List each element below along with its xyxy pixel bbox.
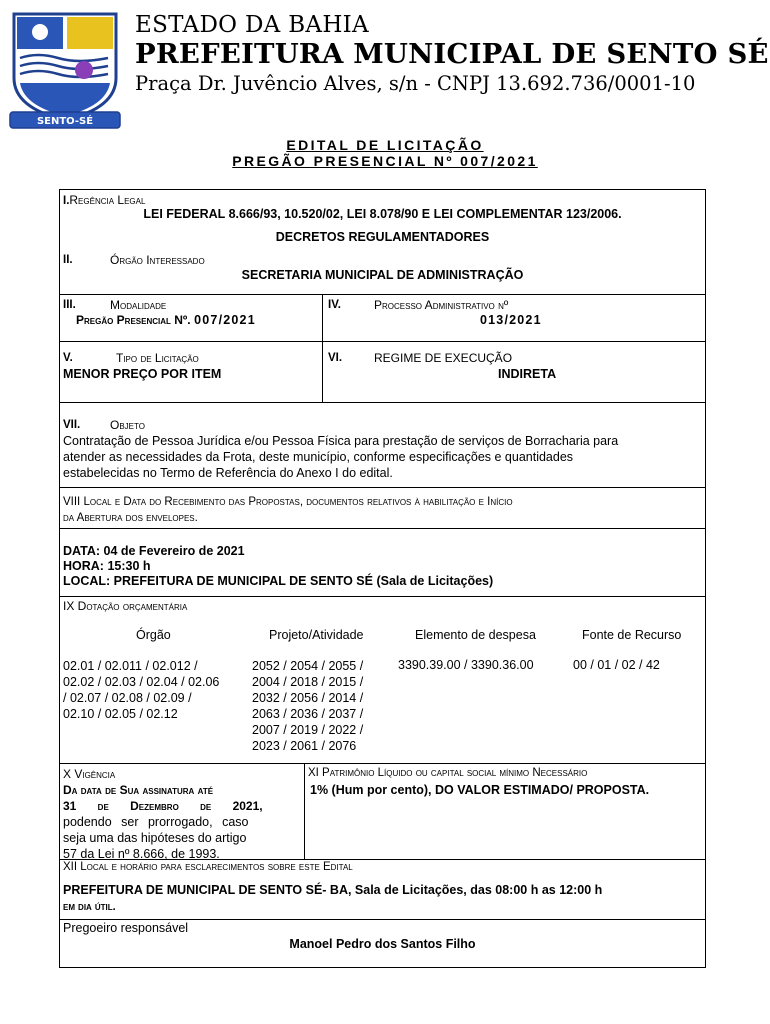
section-v-value: MENOR PREÇO POR ITEM	[63, 367, 222, 381]
section-ii-label: Órgão Interessado	[110, 253, 205, 267]
projeto-list: 2052 / 2054 / 2055 / 2004 / 2018 / 2015 / 2032 / 2056 / 2014 / 2063 / 2036 / 2037 / 2007 / 2019 / 2022 / 2023 / 2061 / 2076	[252, 659, 364, 753]
section-pregoeiro-label: Pregoeiro responsável	[63, 921, 189, 935]
municipal-crest-icon	[8, 8, 122, 130]
document-title: EDITAL DE LICITAÇÃO	[286, 137, 484, 153]
section-vii-object: Contratação de Pessoa Jurídica e/ou Pessoa Física para prestação de serviços de Borracharia para atender as necessidades da Frota, deste município, conforme especificações e quantidades estabelecidas no Termo de Referência do Anexo I do edital.	[63, 434, 619, 480]
section-iv-value: 013/2021	[480, 313, 542, 327]
state-name: ESTADO DA BAHIA	[135, 12, 369, 38]
section-vi-num: VI.	[328, 352, 343, 364]
section-v-label: Tipo de Licitação	[116, 351, 199, 365]
section-vi-value: INDIRETA	[498, 367, 557, 381]
section-ix-label: IX Dotação orçamentária	[63, 599, 188, 613]
document-subtitle: PREGÃO PRESENCIAL Nº 007/2021	[232, 153, 538, 169]
section-xii-label: XII Local e horário para esclarecimentos sobre este Edital	[63, 861, 353, 873]
section-ii-num: II.	[63, 254, 73, 266]
column-header-fonte: Fonte de Recurso	[582, 628, 682, 642]
section-v-num: V.	[63, 352, 73, 364]
divider	[60, 487, 705, 488]
divider	[60, 294, 705, 295]
divider	[60, 596, 705, 597]
section-iv-num: IV.	[328, 299, 342, 311]
section-iv-label: Processo Administrativo nº	[374, 298, 509, 312]
divider	[60, 859, 705, 860]
section-i-label: I.Regência Legal	[63, 193, 146, 207]
section-vii-label: Objeto	[110, 418, 145, 432]
edital-table	[59, 189, 706, 968]
section-x-value: Da data de Sua assinatura até 31 de Dezembro de 2021, podendo ser prorrogado, caso seja uma das hipóteses do artigo 57 da Lei nº 8.666, de 1993.	[63, 783, 263, 861]
column-header-elemento: Elemento de despesa	[415, 628, 536, 642]
prefecture-address: Praça Dr. Juvêncio Alves, s/n - CNPJ 13.692.736/0001-10	[135, 72, 696, 95]
section-xi-label: XI Patrimônio Líquido ou capital social mínimo Necessário	[308, 767, 588, 779]
section-i-laws: LEI FEDERAL 8.666/93, 10.520/02, LEI 8.078/90 E LEI COMPLEMENTAR 123/2006.	[143, 207, 622, 221]
section-iii-num: III.	[63, 299, 76, 311]
orgao-list: 02.01 / 02.011 / 02.012 / 02.02 / 02.03 / 02.04 / 02.06 / 02.07 / 02.08 / 02.09 / 02.10 / 02.05 / 02.12	[63, 659, 220, 721]
section-i-decrees: DECRETOS REGULAMENTADORES	[275, 230, 490, 244]
section-vi-label: REGIME DE EXECUÇÃO	[374, 351, 513, 365]
section-xii-value: PREFEITURA DE MUNICIPAL DE SENTO SÉ- BA, Sala de Licitações, das 08:00 h as 12:00 h em dia útil.	[63, 883, 603, 913]
section-ii-value: SECRETARIA MUNICIPAL DE ADMINISTRAÇÃO	[241, 268, 524, 282]
divider	[60, 763, 705, 764]
section-vii-num: VII.	[63, 419, 81, 431]
column-header-orgao: Órgão	[136, 628, 171, 642]
column-header-projeto: Projeto/Atividade	[269, 628, 364, 642]
fonte-value: 00 / 01 / 02 / 42	[573, 658, 660, 672]
divider	[323, 341, 705, 342]
divider	[60, 402, 705, 403]
crest-label: SENTO-SÉ	[36, 116, 94, 127]
elemento-value: 3390.39.00 / 3390.36.00	[398, 658, 534, 672]
prefecture-name: PREFEITURA MUNICIPAL DE SENTO SÉ	[135, 38, 769, 70]
section-xi-value: 1% (Hum por cento), DO VALOR ESTIMADO/ PROPOSTA.	[310, 783, 650, 797]
letterhead	[0, 0, 770, 135]
divider	[322, 294, 323, 402]
section-viii-details: DATA: 04 de Fevereiro de 2021 HORA: 15:30 h LOCAL: PREFEITURA DE MUNICIPAL DE SENTO SÉ (Sala de Licitações)	[63, 544, 494, 588]
section-x-label: X Vigência	[63, 767, 116, 781]
section-iii-label: Modalidade	[110, 298, 167, 312]
section-viii-label: VIII Local e Data do Recebimento das Propostas, documentos relativos à habilitação e Início da Abertura dos envelopes.	[63, 496, 513, 524]
divider	[60, 919, 705, 920]
divider	[60, 528, 705, 529]
divider	[60, 341, 322, 342]
divider	[304, 763, 305, 859]
section-iii-value: Pregão Presencial Nº. 007/2021	[76, 313, 256, 327]
pregoeiro-name: Manoel Pedro dos Santos Filho	[289, 937, 476, 951]
